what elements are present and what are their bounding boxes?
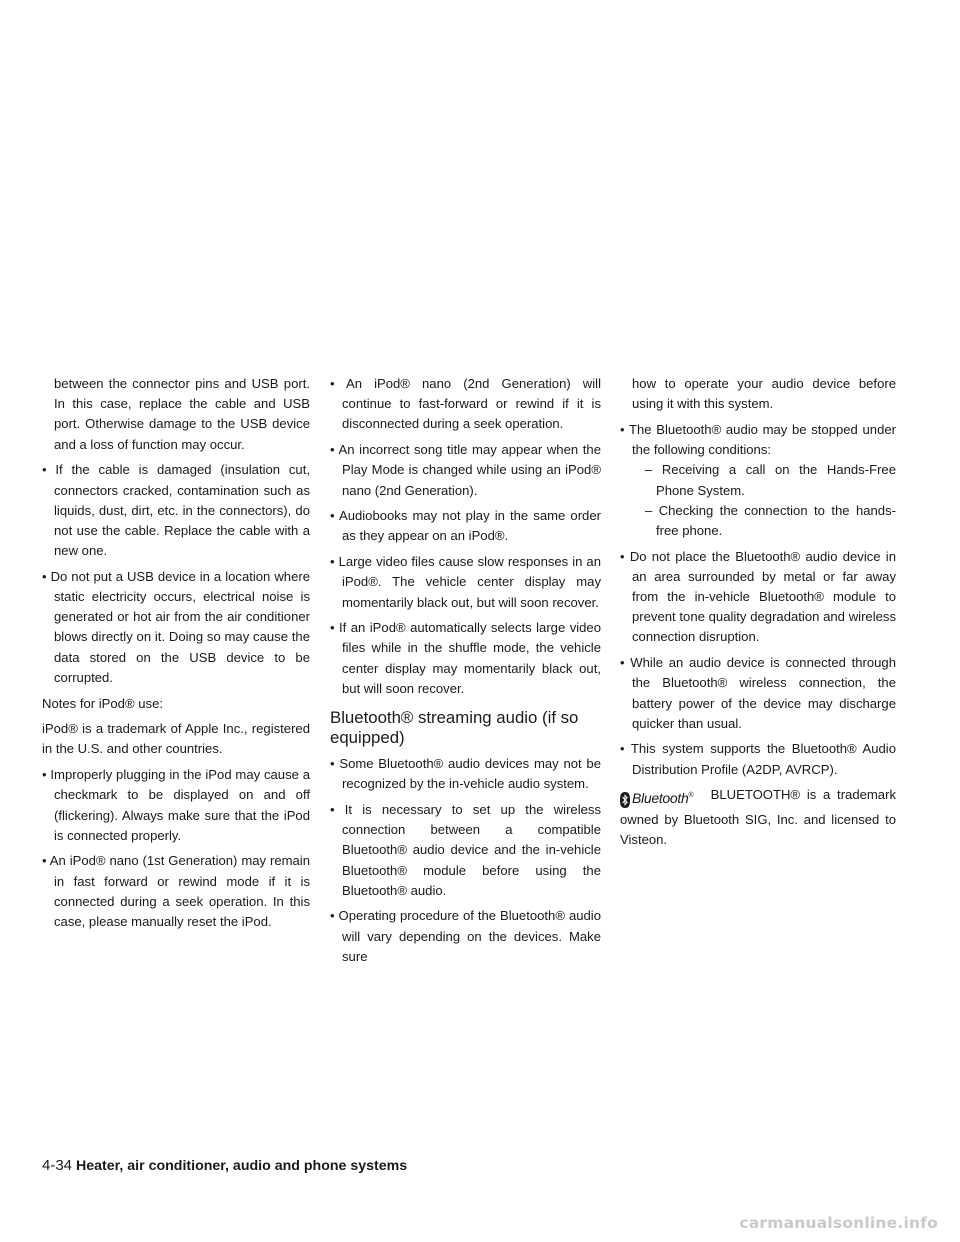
bullet-item: • It is necessary to set up the wireless connection between a compatible Bluetooth® audio device and the in-vehicle Bluetooth® module before using the Bluetooth® audio. bbox=[330, 801, 601, 898]
bullet-item: • Do not put a USB device in a location where static electricity occurs, electrical noise is generated or hot air from the air conditioner blows directly on it. Doing so may cause the data stored on the USB device to be corrupted. bbox=[42, 568, 310, 685]
bluetooth-icon bbox=[620, 791, 630, 806]
bullet-item: • An iPod® nano (2nd Generation) will continue to fast-forward or rewind if it is disconnected during a seek operation. bbox=[330, 376, 601, 432]
text-column-right bbox=[620, 374, 896, 855]
paragraph: iPod® is a trademark of Apple Inc., registered in the U.S. and other countries. bbox=[42, 721, 310, 757]
sub-bullet-item: – Receiving a call on the Hands-Free Phone System. bbox=[645, 462, 896, 498]
watermark: carmanualsonline.info bbox=[739, 1214, 938, 1232]
bullet-item: • If the cable is damaged (insulation cut, connectors cracked, contamination such as liquids, dust, dirt, etc. in the connectors), do not use the cable. Replace the cable with a new one. bbox=[42, 462, 310, 559]
trademark-paragraph bbox=[620, 785, 896, 850]
section-label: Notes for iPod® use: bbox=[42, 695, 164, 711]
paragraph-continued: between the connector pins and USB port. In this case, replace the cable and USB port. Otherwise damage to the USB device and a loss of function may occur. bbox=[54, 376, 310, 452]
bluetooth-wordmark: Bluetooth bbox=[632, 790, 689, 807]
bullet-item: • If an iPod® automatically selects large video files while in the shuffle mode, the vehicle center display may momentarily black out, but will soon recover. bbox=[330, 620, 601, 696]
bullet-item: • Audiobooks may not play in the same order as they appear on an iPod®. bbox=[330, 508, 601, 544]
text-column-left bbox=[42, 374, 310, 938]
bullet-item: • While an audio device is connected through the Bluetooth® wireless connection, the battery power of the device may discharge quicker than usual. bbox=[620, 655, 896, 731]
bullet-item: • Operating procedure of the Bluetooth® audio will vary depending on the devices. Make sure bbox=[330, 908, 601, 964]
bullet-item: • Large video files cause slow responses in an iPod®. The vehicle center display may momentarily black out, but will soon recover. bbox=[330, 554, 601, 610]
bullet-item: • Improperly plugging in the iPod may cause a checkmark to be displayed on and off (flickering). Always make sure that the iPod is connected properly. bbox=[42, 767, 310, 843]
bluetooth-logo bbox=[620, 786, 708, 809]
bullet-item: • Some Bluetooth® audio devices may not be recognized by the in-vehicle audio system. bbox=[330, 756, 601, 792]
page-number: 4-34 bbox=[42, 1157, 73, 1174]
section-heading: Bluetooth® streaming audio (if so equipped) bbox=[330, 708, 579, 748]
bullet-item: • An incorrect song title may appear when the Play Mode is changed while using an iPod® nano (2nd Generation). bbox=[330, 442, 601, 498]
page-footer bbox=[42, 1157, 407, 1175]
trademark-text: BLUETOOTH® is a trademark owned by Bluetooth SIG, Inc. and licensed to Visteon. bbox=[620, 787, 896, 847]
registered-mark: ® bbox=[688, 792, 694, 800]
bullet-item: • The Bluetooth® audio may be stopped under the following conditions: bbox=[620, 421, 896, 458]
bullet-item: • An iPod® nano (1st Generation) may remain in fast forward or rewind mode if it is connected during a seek operation. In this case, please manually reset the iPod. bbox=[42, 853, 310, 930]
paragraph-continued: how to operate your audio device before using it with this system. bbox=[632, 376, 896, 412]
bullet-item: • Do not place the Bluetooth® audio device in an area surrounded by metal or far away from the in-vehicle Bluetooth® module to prevent tone quality degradation and wireless connection disruption. bbox=[620, 548, 896, 645]
chapter-title: Heater, air conditioner, audio and phone systems bbox=[76, 1158, 408, 1174]
sub-bullet-item: – Checking the connection to the hands-free phone. bbox=[645, 502, 896, 538]
bullet-item: • This system supports the Bluetooth® Audio Distribution Profile (A2DP, AVRCP). bbox=[620, 741, 896, 777]
text-column-middle bbox=[330, 374, 601, 973]
